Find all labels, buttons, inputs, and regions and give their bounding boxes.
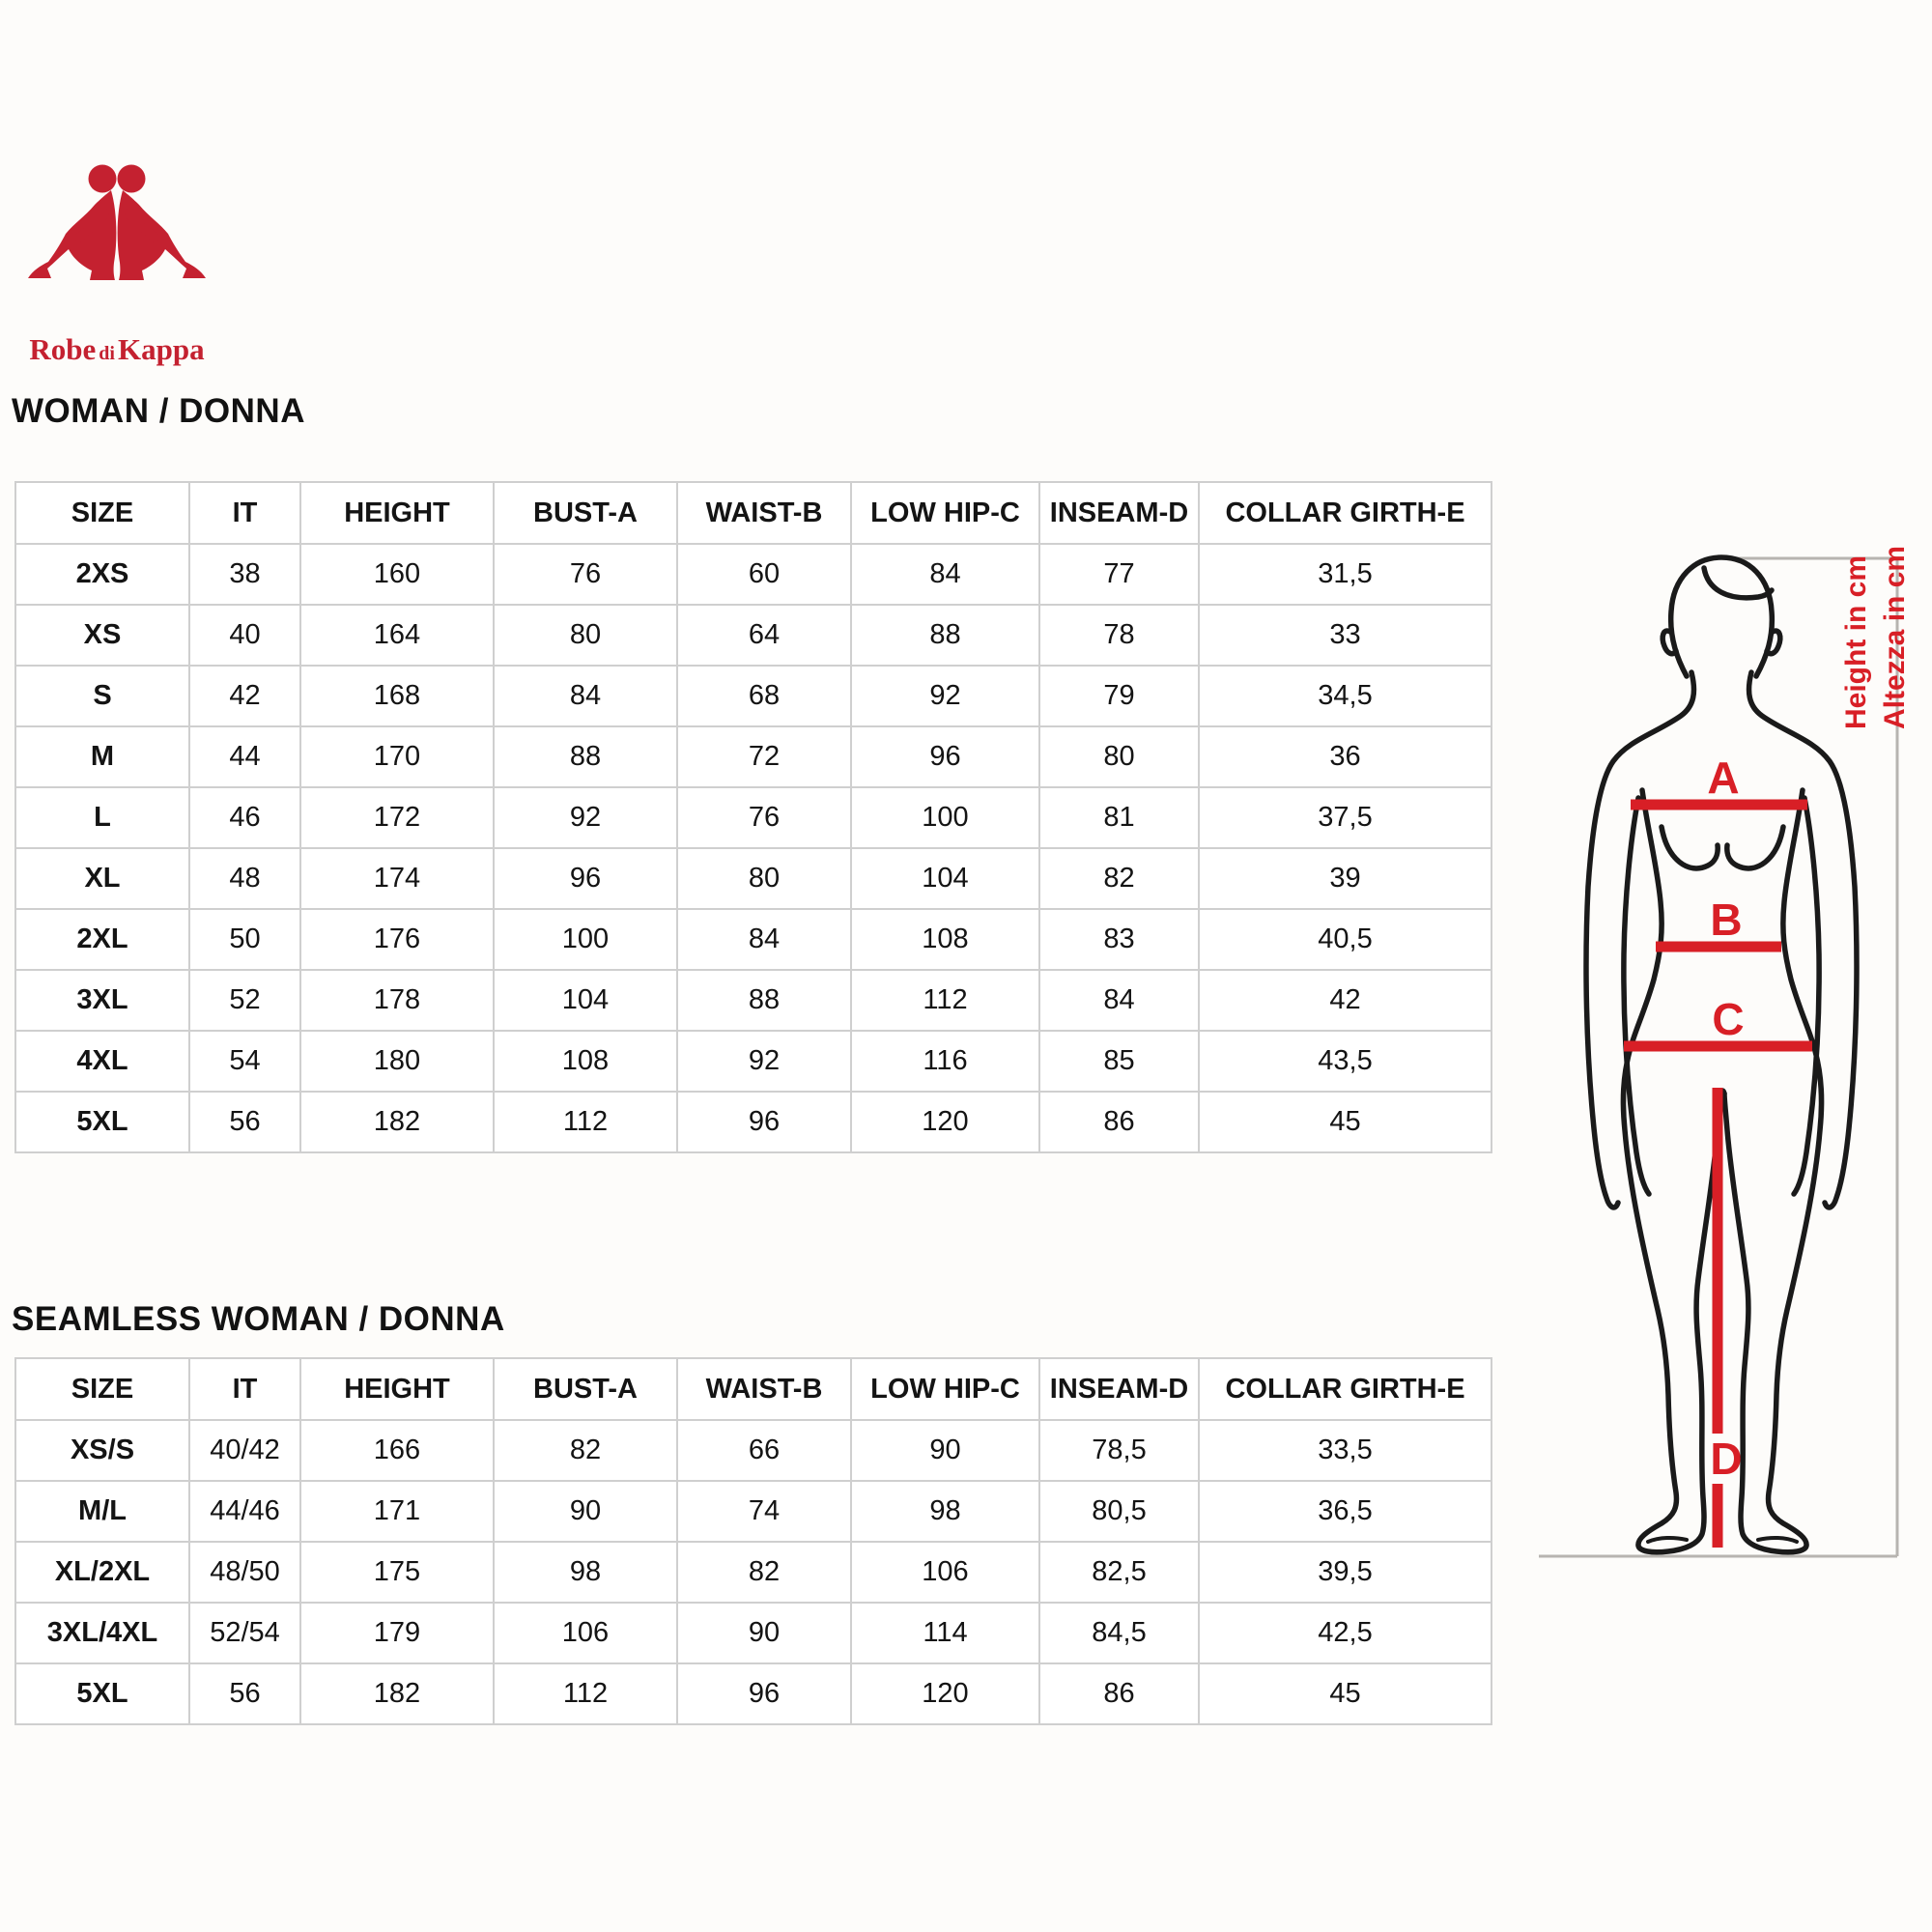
size-cell: 82,5 <box>1039 1542 1199 1603</box>
size-cell: 52/54 <box>189 1603 300 1663</box>
size-cell: 120 <box>851 1663 1039 1724</box>
size-cell: 37,5 <box>1199 787 1492 848</box>
size-cell: 104 <box>494 970 677 1031</box>
column-header: LOW HIP-C <box>851 1358 1039 1420</box>
size-cell: 84 <box>494 666 677 726</box>
size-cell: 39 <box>1199 848 1492 909</box>
size-cell: S <box>15 666 189 726</box>
size-cell: 54 <box>189 1031 300 1092</box>
size-cell: 112 <box>851 970 1039 1031</box>
size-cell: 85 <box>1039 1031 1199 1092</box>
size-cell: 76 <box>494 544 677 605</box>
size-cell: 36 <box>1199 726 1492 787</box>
body-measurement-diagram <box>1515 413 1932 1587</box>
size-cell: 114 <box>851 1603 1039 1663</box>
size-cell: 180 <box>300 1031 494 1092</box>
size-cell: 90 <box>494 1481 677 1542</box>
size-cell: 45 <box>1199 1092 1492 1152</box>
size-cell: 84 <box>677 909 851 970</box>
column-header: COLLAR GIRTH-E <box>1199 1358 1492 1420</box>
size-cell: 38 <box>189 544 300 605</box>
size-cell: XL <box>15 848 189 909</box>
measurement-figure <box>1515 413 1932 1587</box>
size-cell: 78,5 <box>1039 1420 1199 1481</box>
size-cell: XL/2XL <box>15 1542 189 1603</box>
size-cell: 170 <box>300 726 494 787</box>
size-cell: 84,5 <box>1039 1603 1199 1663</box>
size-row <box>15 1481 1492 1542</box>
label-hip-c: C <box>1712 994 1745 1044</box>
size-cell: 77 <box>1039 544 1199 605</box>
column-header: IT <box>189 482 300 544</box>
size-cell: 40 <box>189 605 300 666</box>
size-cell: 82 <box>1039 848 1199 909</box>
size-cell: 68 <box>677 666 851 726</box>
size-cell: 106 <box>494 1603 677 1663</box>
size-row <box>15 787 1492 848</box>
size-cell: 44 <box>189 726 300 787</box>
size-cell: 96 <box>677 1092 851 1152</box>
size-cell: 166 <box>300 1420 494 1481</box>
size-cell: 179 <box>300 1603 494 1663</box>
height-caption-en: Height in cm <box>1840 554 1872 729</box>
size-cell: 171 <box>300 1481 494 1542</box>
logo-wordmark: Robe diKappa <box>29 332 205 366</box>
size-cell: 82 <box>494 1420 677 1481</box>
size-cell: XS/S <box>15 1420 189 1481</box>
size-cell: 80,5 <box>1039 1481 1199 1542</box>
column-header: WAIST-B <box>677 482 851 544</box>
size-cell: 2XL <box>15 909 189 970</box>
size-cell: 178 <box>300 970 494 1031</box>
size-cell: M <box>15 726 189 787</box>
size-cell: 80 <box>677 848 851 909</box>
column-header: WAIST-B <box>677 1358 851 1420</box>
size-cell: 100 <box>851 787 1039 848</box>
size-cell: 182 <box>300 1092 494 1152</box>
height-caption-it: Altezza in cm <box>1879 545 1911 729</box>
size-cell: 50 <box>189 909 300 970</box>
size-row <box>15 1092 1492 1152</box>
size-cell: 182 <box>300 1663 494 1724</box>
robe-di-kappa-logo <box>25 151 209 383</box>
size-cell: 80 <box>494 605 677 666</box>
section-title-woman: WOMAN / DONNA <box>12 392 305 430</box>
size-cell: 72 <box>677 726 851 787</box>
size-row <box>15 1031 1492 1092</box>
size-cell: 96 <box>851 726 1039 787</box>
size-cell: 108 <box>851 909 1039 970</box>
size-cell: 88 <box>677 970 851 1031</box>
size-cell: 90 <box>677 1603 851 1663</box>
size-cell: 81 <box>1039 787 1199 848</box>
column-header: BUST-A <box>494 1358 677 1420</box>
size-cell: 112 <box>494 1663 677 1724</box>
size-cell: 83 <box>1039 909 1199 970</box>
size-cell: 92 <box>851 666 1039 726</box>
size-cell: 48 <box>189 848 300 909</box>
size-cell: 112 <box>494 1092 677 1152</box>
size-cell: 31,5 <box>1199 544 1492 605</box>
section-title-seamless-woman: SEAMLESS WOMAN / DONNA <box>12 1300 505 1338</box>
size-row <box>15 1420 1492 1481</box>
size-cell: 175 <box>300 1542 494 1603</box>
size-cell: 36,5 <box>1199 1481 1492 1542</box>
size-cell: 2XS <box>15 544 189 605</box>
size-row <box>15 544 1492 605</box>
size-cell: L <box>15 787 189 848</box>
size-row <box>15 605 1492 666</box>
size-row <box>15 726 1492 787</box>
size-cell: 104 <box>851 848 1039 909</box>
size-cell: 174 <box>300 848 494 909</box>
size-cell: 86 <box>1039 1092 1199 1152</box>
column-header: HEIGHT <box>300 482 494 544</box>
header-row <box>15 482 1492 544</box>
size-cell: 5XL <box>15 1663 189 1724</box>
size-cell: 33 <box>1199 605 1492 666</box>
size-cell: 90 <box>851 1420 1039 1481</box>
size-row <box>15 1603 1492 1663</box>
size-cell: 92 <box>494 787 677 848</box>
size-cell: 60 <box>677 544 851 605</box>
size-cell: 74 <box>677 1481 851 1542</box>
size-cell: 88 <box>494 726 677 787</box>
label-inseam-d: D <box>1710 1434 1743 1484</box>
size-row <box>15 970 1492 1031</box>
size-cell: 44/46 <box>189 1481 300 1542</box>
size-cell: 82 <box>677 1542 851 1603</box>
size-cell: 42,5 <box>1199 1603 1492 1663</box>
column-header: COLLAR GIRTH-E <box>1199 482 1492 544</box>
size-cell: 43,5 <box>1199 1031 1492 1092</box>
size-cell: 92 <box>677 1031 851 1092</box>
size-cell: 79 <box>1039 666 1199 726</box>
size-cell: 40,5 <box>1199 909 1492 970</box>
size-cell: 56 <box>189 1663 300 1724</box>
size-cell: 88 <box>851 605 1039 666</box>
size-cell: XS <box>15 605 189 666</box>
size-cell: 66 <box>677 1420 851 1481</box>
size-cell: 96 <box>677 1663 851 1724</box>
label-bust-a: A <box>1707 753 1740 803</box>
size-cell: 80 <box>1039 726 1199 787</box>
size-row <box>15 1542 1492 1603</box>
size-cell: 108 <box>494 1031 677 1092</box>
size-cell: 96 <box>494 848 677 909</box>
header-row <box>15 1358 1492 1420</box>
column-header: INSEAM-D <box>1039 482 1199 544</box>
size-cell: 164 <box>300 605 494 666</box>
column-header: IT <box>189 1358 300 1420</box>
size-cell: 116 <box>851 1031 1039 1092</box>
size-cell: 5XL <box>15 1092 189 1152</box>
size-cell: 42 <box>1199 970 1492 1031</box>
column-header: BUST-A <box>494 482 677 544</box>
size-cell: 46 <box>189 787 300 848</box>
column-header: LOW HIP-C <box>851 482 1039 544</box>
seamless-woman-size-table <box>14 1357 1492 1725</box>
size-cell: 3XL <box>15 970 189 1031</box>
size-cell: 78 <box>1039 605 1199 666</box>
size-cell: 40/42 <box>189 1420 300 1481</box>
size-cell: 86 <box>1039 1663 1199 1724</box>
size-cell: 34,5 <box>1199 666 1492 726</box>
size-cell: 106 <box>851 1542 1039 1603</box>
size-cell: 45 <box>1199 1663 1492 1724</box>
woman-size-table <box>14 481 1492 1153</box>
size-cell: 98 <box>494 1542 677 1603</box>
column-header: HEIGHT <box>300 1358 494 1420</box>
column-header: INSEAM-D <box>1039 1358 1199 1420</box>
size-cell: 168 <box>300 666 494 726</box>
size-cell: 160 <box>300 544 494 605</box>
size-cell: 39,5 <box>1199 1542 1492 1603</box>
size-cell: 33,5 <box>1199 1420 1492 1481</box>
size-row <box>15 1663 1492 1724</box>
size-row <box>15 666 1492 726</box>
size-cell: 98 <box>851 1481 1039 1542</box>
size-cell: 172 <box>300 787 494 848</box>
size-cell: 52 <box>189 970 300 1031</box>
label-waist-b: B <box>1710 895 1743 945</box>
size-cell: 84 <box>851 544 1039 605</box>
kappa-seated-figures-icon <box>28 165 206 281</box>
size-cell: 4XL <box>15 1031 189 1092</box>
size-cell: 3XL/4XL <box>15 1603 189 1663</box>
size-cell: 48/50 <box>189 1542 300 1603</box>
size-cell: 64 <box>677 605 851 666</box>
size-cell: 100 <box>494 909 677 970</box>
size-cell: 176 <box>300 909 494 970</box>
size-cell: 56 <box>189 1092 300 1152</box>
column-header: SIZE <box>15 482 189 544</box>
size-cell: M/L <box>15 1481 189 1542</box>
size-cell: 84 <box>1039 970 1199 1031</box>
size-cell: 120 <box>851 1092 1039 1152</box>
size-row <box>15 909 1492 970</box>
size-cell: 42 <box>189 666 300 726</box>
column-header: SIZE <box>15 1358 189 1420</box>
size-row <box>15 848 1492 909</box>
size-cell: 76 <box>677 787 851 848</box>
